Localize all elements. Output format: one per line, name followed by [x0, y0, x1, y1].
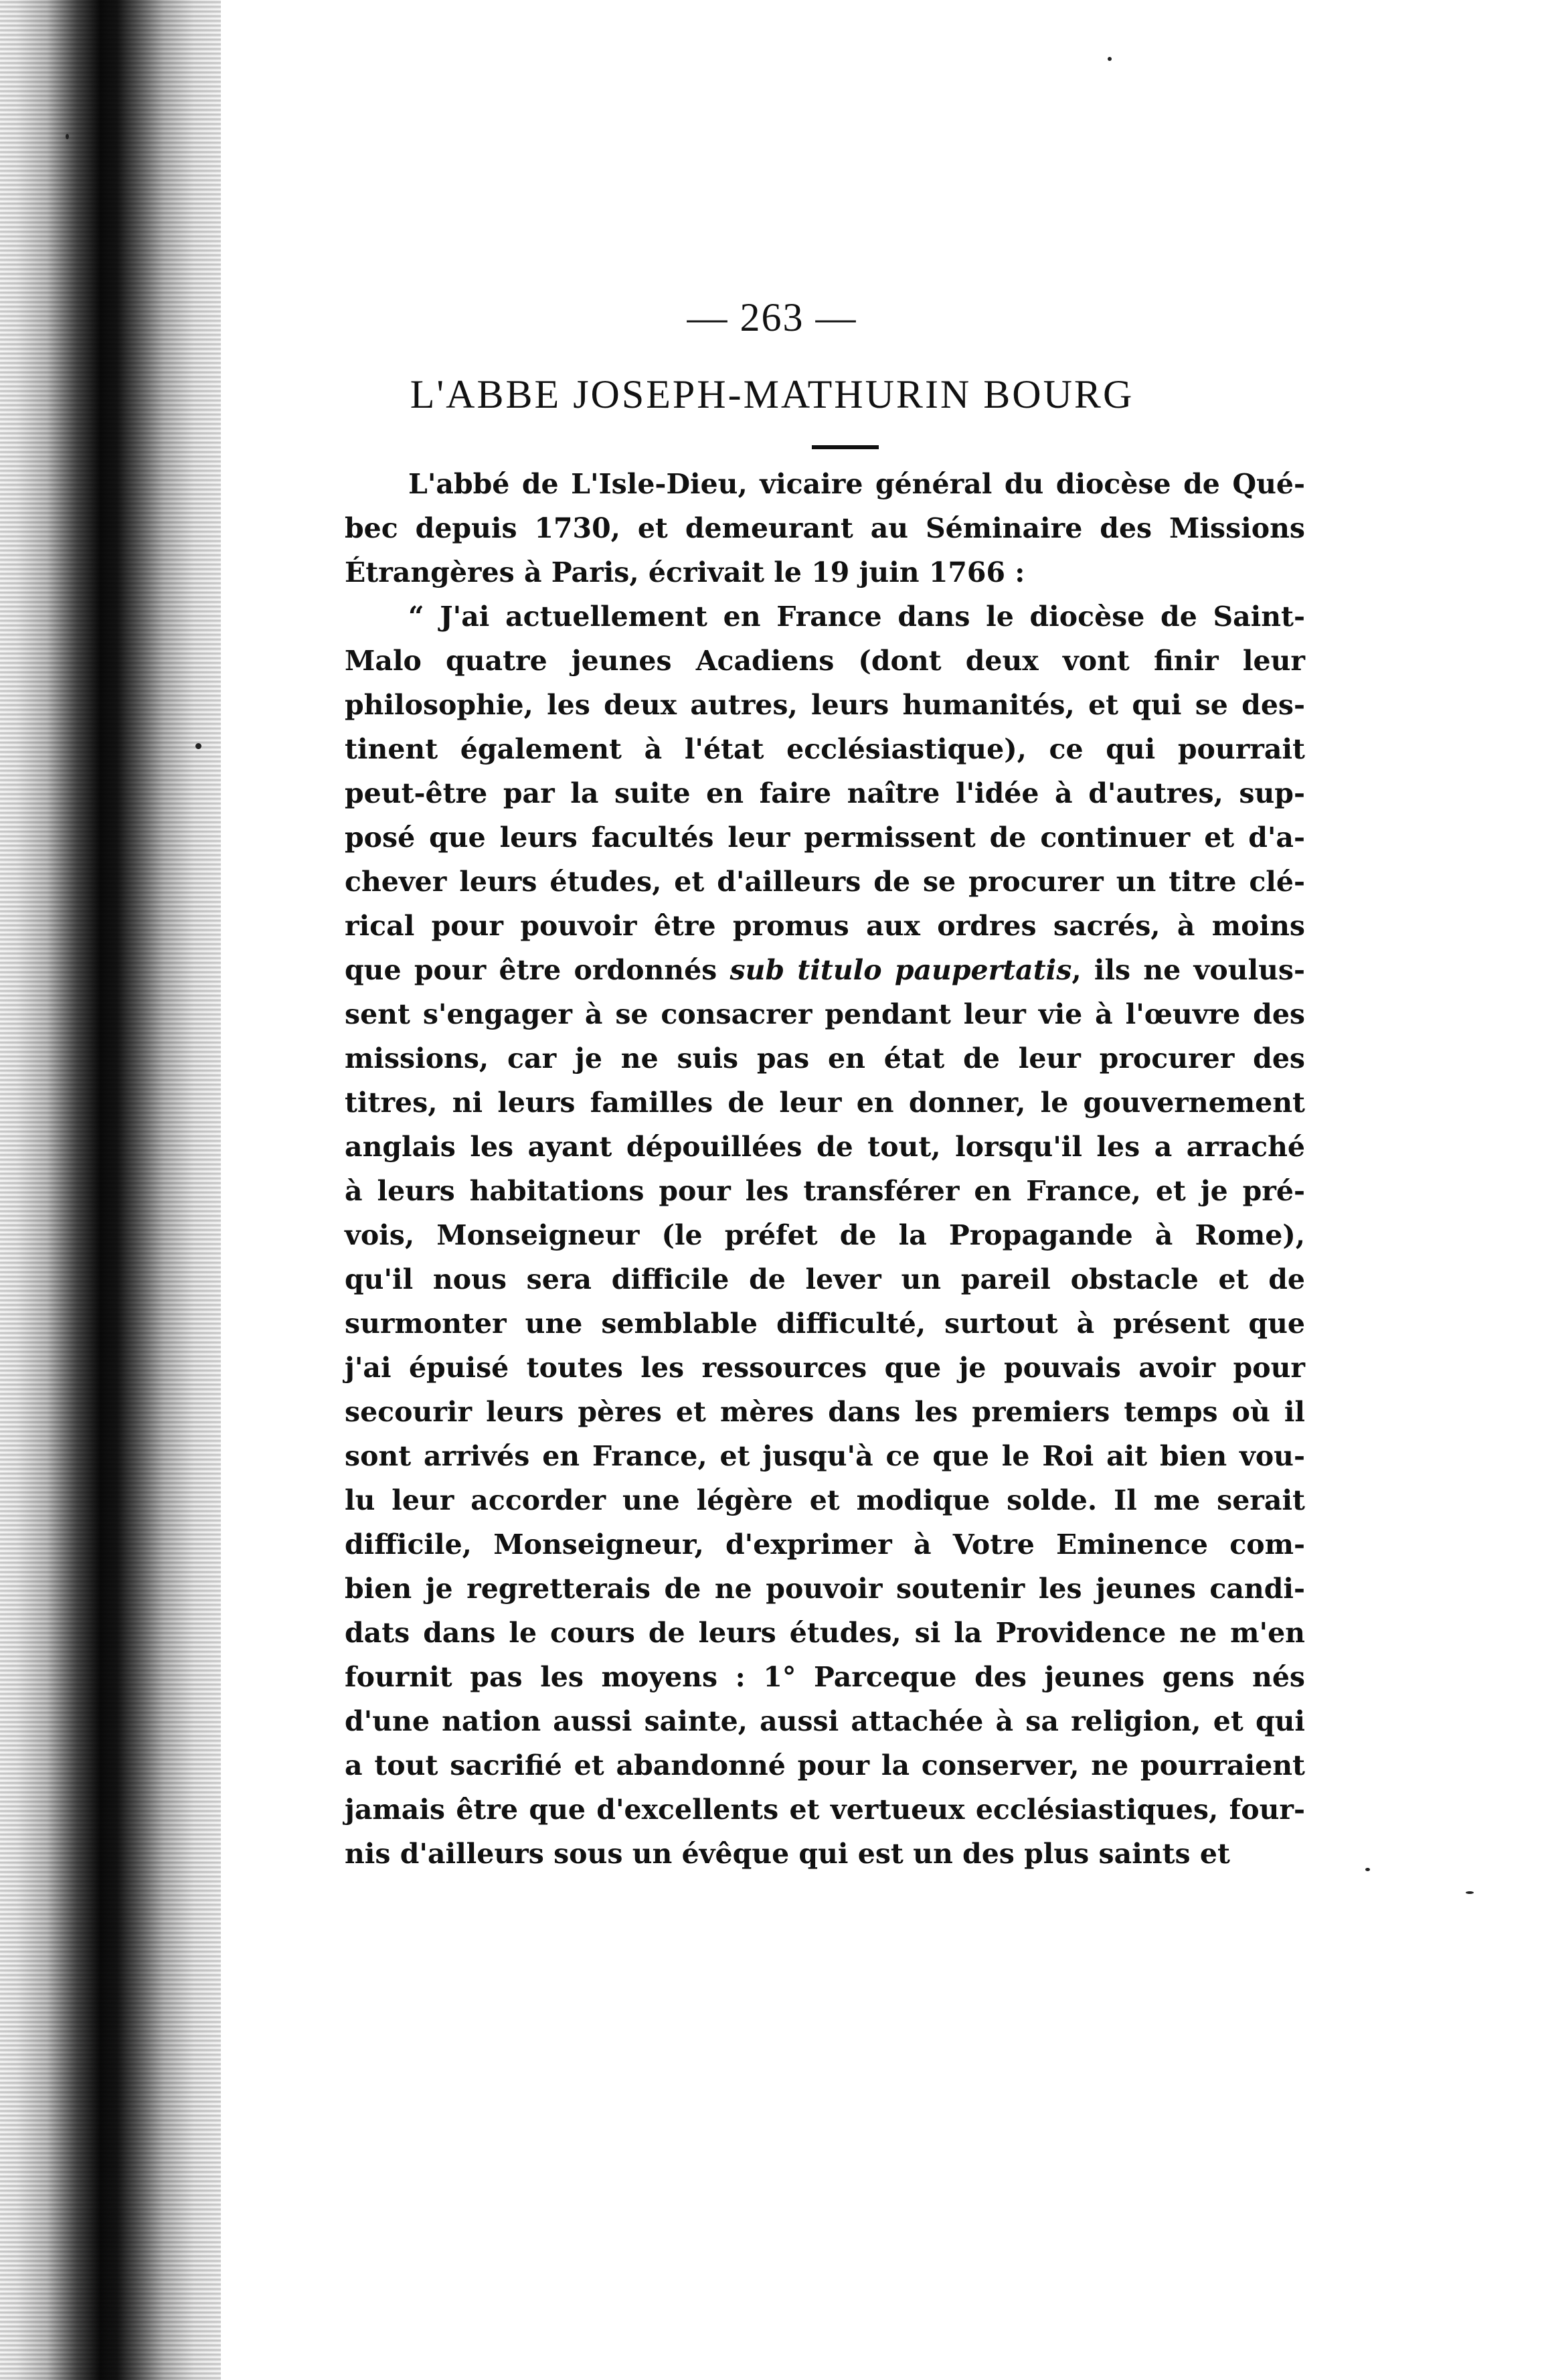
text-line: a tout sacrifié et abandonné pour la conserver, ne pourraient — [345, 1749, 1305, 1781]
binding-shadow — [0, 0, 221, 2380]
scan-speck — [66, 134, 69, 139]
text-line: anglais les ayant dépouillées de tout, lorsqu'il les a arraché — [345, 1131, 1305, 1163]
text-line: bien je regretterais de ne pouvoir soutenir les jeunes candi- — [345, 1573, 1305, 1605]
chapter-title: L'ABBE JOSEPH-MATHURIN BOURG — [410, 372, 1134, 416]
scan-speck — [1466, 1891, 1474, 1894]
text-line: difficile, Monseigneur, d'exprimer à Votre Eminence com- — [345, 1528, 1305, 1561]
title-rule — [812, 445, 879, 449]
text-line: qu'il nous sera difficile de lever un pareil obstacle et de — [345, 1263, 1305, 1295]
text-line: sont arrivés en France, et jusqu'à ce que le Roi ait bien vou- — [345, 1440, 1305, 1472]
text-line: d'une nation aussi sainte, aussi attachée à sa religion, et qui — [345, 1705, 1305, 1737]
text-line: titres, ni leurs familles de leur en donner, le gouvernement — [345, 1087, 1305, 1119]
text-line: surmonter une semblable difficulté, surtout à présent que — [345, 1307, 1305, 1340]
page-number: — 263 — — [687, 295, 857, 339]
text-line: secourir leurs pères et mères dans les premiers temps où il — [345, 1396, 1305, 1428]
text-line: sent s'engager à se consacrer pendant leur vie à l'œuvre des — [345, 998, 1305, 1030]
text-line: rical pour pouvoir être promus aux ordres sacrés, à moins — [345, 910, 1305, 942]
text-line: nis d'ailleurs sous un évêque qui est un des plus saints et — [345, 1838, 1230, 1870]
text-line: lu leur accorder une légère et modique solde. Il me serait — [345, 1484, 1305, 1516]
text-line: missions, car je ne suis pas en état de leur procurer des — [345, 1042, 1305, 1075]
scan-speck — [1108, 57, 1112, 61]
text-line: jamais être que d'excellents et vertueux ecclésiastiques, four- — [345, 1794, 1305, 1826]
text-segment: , ils ne voulus- — [1071, 954, 1305, 986]
text-line: vois, Monseigneur (le préfet de la Propagande à Rome), — [345, 1219, 1305, 1251]
latin-phrase: sub titulo paupertatis — [730, 954, 1072, 986]
text-segment: que pour être ordonnés — [345, 954, 717, 986]
text-line: peut-être par la suite en faire naître l'idée à d'autres, sup- — [345, 777, 1305, 809]
text-line: posé que leurs facultés leur permissent de continuer et d'a- — [345, 821, 1305, 854]
scan-speck — [195, 743, 201, 749]
text-line-mixed — [345, 948, 1305, 992]
text-line: fournit pas les moyens : 1° Parceque des jeunes gens nés — [345, 1661, 1305, 1693]
text-line: dats dans le cours de leurs études, si la Providence ne m'en — [345, 1617, 1305, 1649]
scan-speck — [1365, 1868, 1370, 1871]
text-line: philosophie, les deux autres, leurs humanités, et qui se des- — [345, 689, 1305, 721]
text-line: tinent également à l'état ecclésiastique), ce qui pourrait — [345, 733, 1305, 765]
text-line: chever leurs études, et d'ailleurs de se procurer un titre clé- — [345, 866, 1305, 898]
text-line: à leurs habitations pour les transférer en France, et je pré- — [345, 1175, 1305, 1207]
text-line: j'ai épuisé toutes les ressources que je pouvais avoir pour — [345, 1352, 1305, 1384]
text-line: L'abbé de L'Isle-Dieu, vicaire général du diocèse de Qué- — [408, 468, 1305, 500]
text-line: bec depuis 1730, et demeurant au Séminaire des Missions — [345, 512, 1305, 544]
body-text — [345, 462, 1305, 1876]
text-line: Étrangères à Paris, écrivait le 19 juin 1766 : — [345, 556, 1025, 588]
text-line: “ J'ai actuellement en France dans le diocèse de Saint- — [408, 601, 1305, 633]
text-line: Malo quatre jeunes Acadiens (dont deux vont finir leur — [345, 645, 1305, 677]
